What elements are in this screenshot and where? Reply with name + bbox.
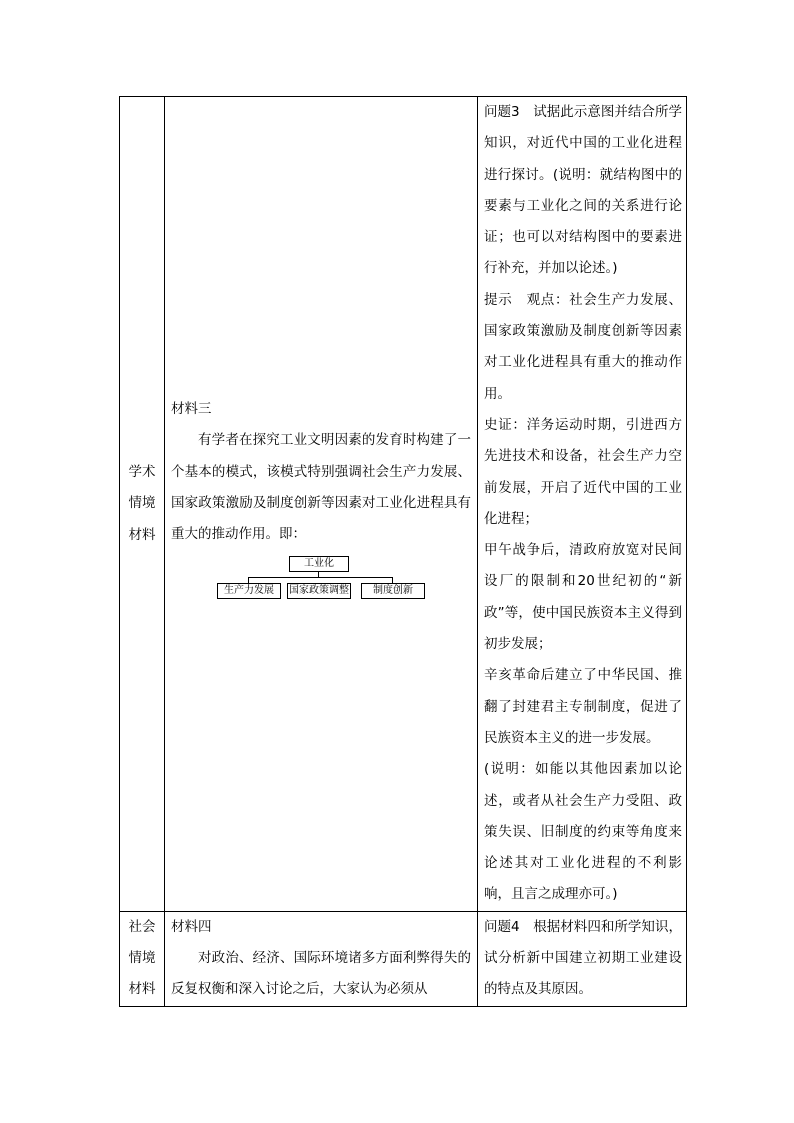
row-label-social bbox=[120, 911, 165, 1006]
note-text: (说明：如能以其他因素加以论述，或者从社会生产力受阻、政策失误、旧制度的约束等角度来论述其对工业化进程的不利影响，且言之成理亦可。) bbox=[484, 761, 682, 903]
question-cell bbox=[478, 911, 687, 1006]
content-table bbox=[119, 96, 687, 1007]
diagram-connector bbox=[248, 577, 392, 578]
question-text: 问题3 试据此示意图并结合所学知识，对近代中国的工业化进程进行探讨。(说明：就结构图中的要素与工业化之间的关系进行论证；也可以对结构图中的要素进行补充，并加以论述。) bbox=[484, 104, 682, 277]
diagram-box-productivity: 生产力发展 bbox=[217, 583, 281, 599]
material-text: 有学者在探究工业文明因素的发育时构建了一个基本的模式，该模式特别强调社会生产力发展、国家政策激励及制度创新等因素对工业化进程具有重大的推动作用。即： bbox=[171, 432, 471, 543]
evidence-text: 甲午战争后，清政府放宽对民间设厂的限制和20世纪初的“新政”等，使中国民族资本主义得到初步发展； bbox=[484, 542, 682, 653]
structure-diagram bbox=[171, 550, 471, 600]
material-title: 材料三 bbox=[171, 401, 212, 417]
row-label-line: 情境 bbox=[128, 950, 156, 967]
row-label-line: 情境 bbox=[128, 495, 156, 512]
question-text: 问题4 根据材料四和所学知识，试分析新中国建立初期工业建设的特点及其原因。 bbox=[484, 918, 682, 998]
row-label-line: 学术 bbox=[128, 463, 156, 480]
diagram-box-institution: 制度创新 bbox=[361, 583, 425, 599]
table-row bbox=[120, 97, 687, 912]
evidence-text: 史证：洋务运动时期，引进西方先进技术和设备，社会生产力空前发展，开启了近代中国的工业化进程； bbox=[484, 416, 682, 527]
row-label-line: 材料 bbox=[128, 981, 156, 998]
row-label-line: 社会 bbox=[128, 918, 156, 935]
diagram-box-industrialization: 工业化 bbox=[289, 556, 349, 572]
table-row bbox=[120, 911, 687, 1006]
diagram-box-policy: 国家政策调整 bbox=[287, 583, 351, 599]
question-cell bbox=[478, 97, 687, 912]
row-label-academic bbox=[120, 97, 165, 912]
material-cell bbox=[165, 97, 478, 912]
row-label-line: 材料 bbox=[128, 526, 156, 543]
material-cell bbox=[165, 911, 478, 1006]
material-text: 对政治、经济、国际环境诸多方面利弊得失的反复权衡和深入讨论之后，大家认为必须从 bbox=[171, 950, 471, 998]
material-title: 材料四 bbox=[171, 918, 212, 935]
evidence-text: 辛亥革命后建立了中华民国、推翻了封建君主专制制度，促进了民族资本主义的进一步发展。 bbox=[484, 667, 682, 746]
hint-text: 提示 观点：社会生产力发展、国家政策激励及制度创新等因素对工业化进程具有重大的推动作用。 bbox=[484, 291, 682, 402]
